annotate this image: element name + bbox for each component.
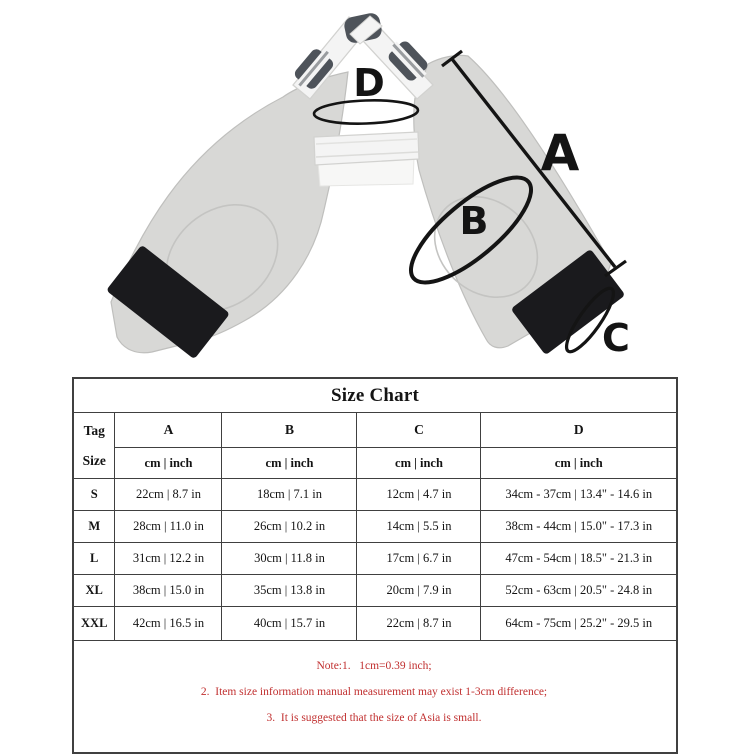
cell-b: 30cm | 11.8 in bbox=[222, 543, 357, 575]
cell-a: 22cm | 8.7 in bbox=[115, 479, 222, 511]
cell-c: 20cm | 7.9 in bbox=[357, 575, 481, 607]
chest-strap bbox=[314, 132, 419, 165]
table-row-m bbox=[73, 511, 677, 543]
tag-header-line2: Size bbox=[82, 453, 106, 468]
unit-header-d: cm | inch bbox=[481, 448, 677, 479]
cell-c: 22cm | 8.7 in bbox=[357, 607, 481, 641]
size-chart-table bbox=[72, 377, 678, 754]
unit-header-c: cm | inch bbox=[357, 448, 481, 479]
tag-header-line1: Tag bbox=[83, 422, 105, 438]
size-tag: S bbox=[73, 479, 115, 511]
cell-a: 28cm | 11.0 in bbox=[115, 511, 222, 543]
cell-c: 17cm | 6.7 in bbox=[357, 543, 481, 575]
cell-a: 42cm | 16.5 in bbox=[115, 607, 222, 641]
label-c: C bbox=[602, 316, 630, 360]
table-row-xl bbox=[73, 575, 677, 607]
product-illustration bbox=[0, 0, 750, 373]
cell-d: 52cm - 63cm | 20.5" - 24.8 in bbox=[481, 575, 677, 607]
cell-a: 31cm | 12.2 in bbox=[115, 543, 222, 575]
cell-c: 14cm | 5.5 in bbox=[357, 511, 481, 543]
size-tag: M bbox=[73, 511, 115, 543]
unit-header-b: cm | inch bbox=[222, 448, 357, 479]
column-header-c: C bbox=[357, 413, 481, 448]
table-row-l bbox=[73, 543, 677, 575]
tag-size-header bbox=[73, 413, 115, 479]
cell-d: 64cm - 75cm | 25.2" - 29.5 in bbox=[481, 607, 677, 641]
label-d: D bbox=[353, 61, 385, 105]
table-row-s bbox=[73, 479, 677, 511]
table-row-xxl bbox=[73, 607, 677, 641]
cell-d: 38cm - 44cm | 15.0" - 17.3 in bbox=[481, 511, 677, 543]
cell-b: 18cm | 7.1 in bbox=[222, 479, 357, 511]
size-chart-title: Size Chart bbox=[73, 378, 677, 413]
column-header-d: D bbox=[481, 413, 677, 448]
note-line-1: Note:1. 1cm=0.39 inch; bbox=[316, 660, 432, 673]
note-line-2: 2. Item size information manual measurement may exist 1-3cm difference; bbox=[200, 686, 548, 699]
label-b: B bbox=[459, 199, 489, 243]
size-tag: XXL bbox=[73, 607, 115, 641]
cell-a: 38cm | 15.0 in bbox=[115, 575, 222, 607]
column-header-a: A bbox=[115, 413, 222, 448]
cell-d: 47cm - 54cm | 18.5" - 21.3 in bbox=[481, 543, 677, 575]
notes-row bbox=[73, 641, 677, 754]
cell-d: 34cm - 37cm | 13.4" - 14.6 in bbox=[481, 479, 677, 511]
product-measurement-figure bbox=[0, 0, 750, 373]
cell-c: 12cm | 4.7 in bbox=[357, 479, 481, 511]
size-tag: L bbox=[73, 543, 115, 575]
cell-b: 35cm | 13.8 in bbox=[222, 575, 357, 607]
label-a: A bbox=[540, 124, 580, 182]
cell-b: 40cm | 15.7 in bbox=[222, 607, 357, 641]
unit-header-a: cm | inch bbox=[115, 448, 222, 479]
notes-block bbox=[73, 641, 677, 754]
note-line-3: 3. It is suggested that the size of Asia is small. bbox=[266, 711, 482, 724]
size-tag: XL bbox=[73, 575, 115, 607]
column-header-b: B bbox=[222, 413, 357, 448]
cell-b: 26cm | 10.2 in bbox=[222, 511, 357, 543]
